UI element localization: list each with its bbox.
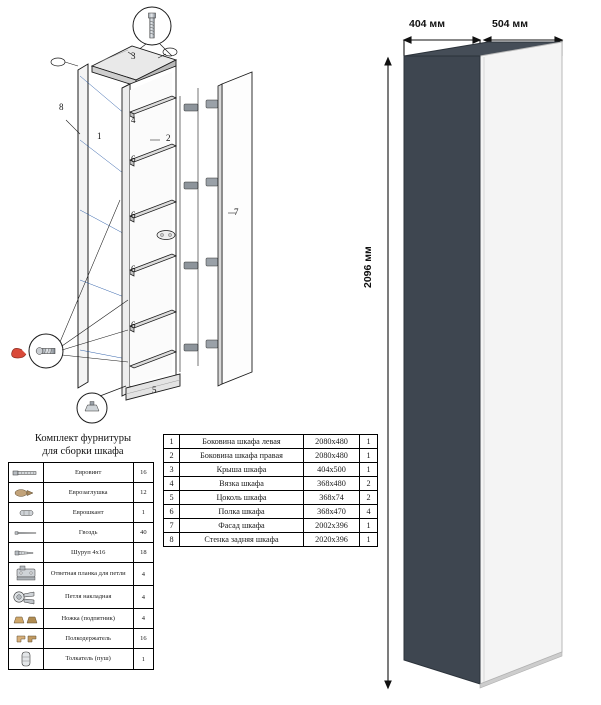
hardware-name: Гвоздь xyxy=(43,523,133,543)
part-name: Боковина шкафа правая xyxy=(180,449,304,463)
callout-6-a: 6 xyxy=(131,154,136,164)
callout-4: 4 xyxy=(131,115,136,125)
part-no: 5 xyxy=(164,491,180,505)
callout-3: 3 xyxy=(131,51,136,61)
part-name: Цоколь шкафа xyxy=(180,491,304,505)
euro-socket-icon xyxy=(9,503,44,523)
hardware-qty: 1 xyxy=(133,503,153,523)
part-name: Вязка шкафа xyxy=(180,477,304,491)
hardware-name: Еврозаглушка xyxy=(43,483,133,503)
table-row xyxy=(9,523,154,543)
part-dim: 2002х396 xyxy=(304,519,360,533)
table-row xyxy=(164,463,378,477)
part-qty: 1 xyxy=(360,519,378,533)
table-row xyxy=(9,543,154,563)
callout-1: 1 xyxy=(97,131,102,141)
table-row xyxy=(164,477,378,491)
part-name: Полка шкафа xyxy=(180,505,304,519)
hardware-table xyxy=(8,462,154,670)
euro-cap-icon xyxy=(9,483,44,503)
callout-7: 7 xyxy=(234,207,239,217)
part-no: 3 xyxy=(164,463,180,477)
table-row xyxy=(9,483,154,503)
height-dimension-label: 2096 мм xyxy=(362,246,374,288)
hardware-name: Шуруп 4х16 xyxy=(43,543,133,563)
part-qty: 1 xyxy=(360,435,378,449)
part-name: Фасад шкафа xyxy=(180,519,304,533)
parts-table xyxy=(163,434,378,547)
part-dim: 2020х396 xyxy=(304,533,360,547)
height-dimension-line xyxy=(385,58,391,688)
hardware-name: Ответная планка для петли xyxy=(43,563,133,586)
callout-8: 8 xyxy=(59,102,64,112)
part-no: 4 xyxy=(164,477,180,491)
hardware-qty: 18 xyxy=(133,543,153,563)
table-row xyxy=(9,649,154,670)
part-qty: 1 xyxy=(360,533,378,547)
pusher-icon xyxy=(9,649,44,670)
table-row xyxy=(164,435,378,449)
part-qty: 2 xyxy=(360,477,378,491)
cabinet-side-face xyxy=(404,56,480,684)
table-row xyxy=(164,533,378,547)
part-dim: 2080х480 xyxy=(304,449,360,463)
exploded-assembly-diagram xyxy=(0,0,350,430)
hardware-name: Евровинт xyxy=(43,463,133,483)
part-name: Стенка задняя шкафа xyxy=(180,533,304,547)
callout-6-d: 6 xyxy=(131,320,136,330)
shelf-support-icon xyxy=(9,629,44,649)
part-dim: 404х500 xyxy=(304,463,360,477)
part-qty: 2 xyxy=(360,491,378,505)
table-row xyxy=(9,609,154,629)
hardware-qty: 1 xyxy=(133,649,153,670)
part-dim: 368х74 xyxy=(304,491,360,505)
cabinet-front-face xyxy=(480,42,562,684)
hinge-icon xyxy=(9,586,44,609)
part-no: 8 xyxy=(164,533,180,547)
part-qty: 4 xyxy=(360,505,378,519)
hardware-name: Толкатель (пуш) xyxy=(43,649,133,670)
hardware-name: Еврошкант xyxy=(43,503,133,523)
hardware-name: Ножка (подпятник) xyxy=(43,609,133,629)
part-name: Боковина шкафа левая xyxy=(180,435,304,449)
callout-5: 5 xyxy=(152,385,157,395)
hardware-qty: 16 xyxy=(133,629,153,649)
part-name: Крыша шкафа xyxy=(180,463,304,477)
hardware-name: Петля накладная xyxy=(43,586,133,609)
part-no: 2 xyxy=(164,449,180,463)
callout-6-c: 6 xyxy=(131,264,136,274)
part-dim: 2080х480 xyxy=(304,435,360,449)
hardware-qty: 4 xyxy=(133,586,153,609)
callout-6-b: 6 xyxy=(131,210,136,220)
part-no: 7 xyxy=(164,519,180,533)
hardware-kit-title xyxy=(16,432,150,458)
part-qty: 1 xyxy=(360,449,378,463)
hinge-plate-icon xyxy=(9,563,44,586)
hardware-qty: 40 xyxy=(133,523,153,543)
screw-4x16-icon xyxy=(9,543,44,563)
table-row xyxy=(9,503,154,523)
table-row xyxy=(9,463,154,483)
table-row xyxy=(164,505,378,519)
table-row xyxy=(9,629,154,649)
table-row xyxy=(164,519,378,533)
part-no: 6 xyxy=(164,505,180,519)
hardware-name: Полкодержатель xyxy=(43,629,133,649)
nail-icon xyxy=(9,523,44,543)
hardware-qty: 4 xyxy=(133,609,153,629)
cabinet-3d-view xyxy=(366,0,601,700)
table-row xyxy=(9,563,154,586)
part-no: 1 xyxy=(164,435,180,449)
hardware-qty: 16 xyxy=(133,463,153,483)
cabinet-svg xyxy=(366,0,601,700)
part-qty: 1 xyxy=(360,463,378,477)
euro-screw-icon xyxy=(9,463,44,483)
hardware-qty: 4 xyxy=(133,563,153,586)
hardware-kit-title-line2: для сборки шкафа xyxy=(42,446,124,458)
depth-dimension-label: 504 мм xyxy=(492,18,528,30)
foot-icon xyxy=(9,609,44,629)
part-dim: 368х470 xyxy=(304,505,360,519)
width-dimension-label: 404 мм xyxy=(409,18,445,30)
table-row xyxy=(164,449,378,463)
hardware-qty: 12 xyxy=(133,483,153,503)
table-row xyxy=(164,491,378,505)
callout-2: 2 xyxy=(166,133,171,143)
part-dim: 368х480 xyxy=(304,477,360,491)
hardware-kit-title-line1: Комплект фурнитуры xyxy=(34,433,132,444)
exploded-view-svg xyxy=(0,0,350,430)
table-row xyxy=(9,586,154,609)
